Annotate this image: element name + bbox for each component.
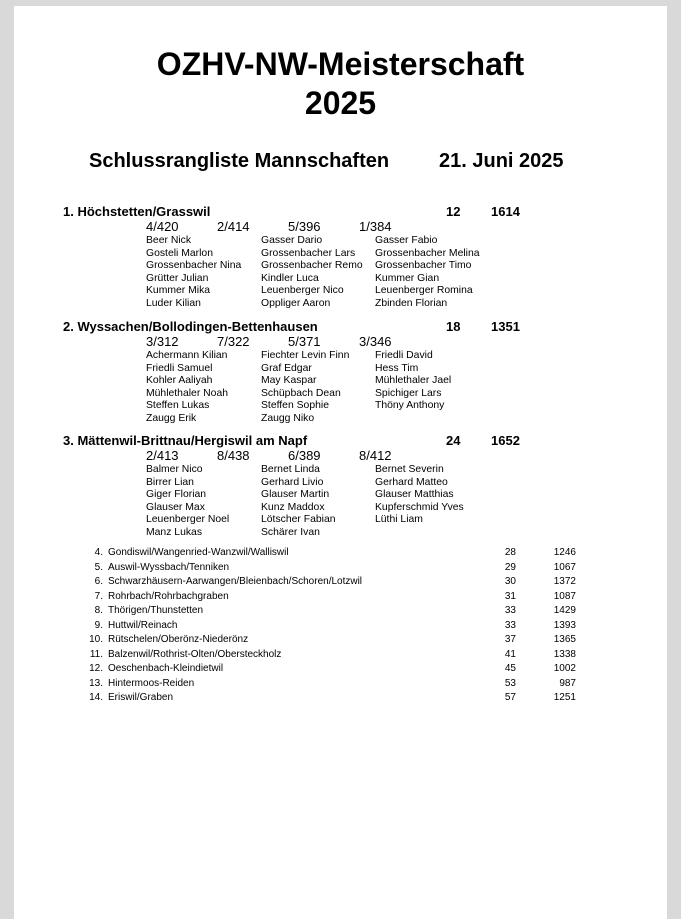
rank-number: 11.	[89, 648, 103, 660]
member-name: Mühlethaler Noah	[146, 387, 229, 399]
team-heading: 3. Mättenwil-Brittnau/Hergiswil am Napf	[63, 433, 308, 448]
member-name: Leuenberger Nico	[261, 285, 344, 297]
member-name: Thöny Anthony	[375, 400, 445, 412]
ranking-row	[0, 648, 681, 663]
team-score: 1393	[553, 619, 576, 631]
member-name: Grossenbacher Remo	[261, 260, 363, 272]
group-result: 8/438	[217, 448, 250, 463]
member-name: Zaugg Niko	[261, 413, 315, 424]
team-name: Thörigen/Thunstetten	[108, 605, 204, 616]
team-points: 31	[504, 590, 516, 602]
group-result: 3/346	[359, 334, 392, 349]
group-result: 8/412	[359, 448, 392, 463]
rank-number: 14.	[89, 692, 103, 703]
team-score: 1067	[553, 561, 576, 573]
group-result: 7/322	[217, 334, 250, 349]
team-points: 12	[446, 204, 461, 219]
group-result: 3/312	[146, 334, 179, 349]
team-points: 28	[504, 547, 516, 558]
team-name: Auswil-Wyssbach/Tenniken	[108, 561, 230, 573]
member-name: Gosteli Marlon	[146, 247, 213, 259]
rank-number: 6.	[94, 576, 103, 587]
team-name: Hintermoos-Reiden	[108, 677, 195, 689]
member-name: Lüthi Liam	[375, 514, 423, 526]
member-name: Graf Edgar	[261, 362, 312, 374]
team-score: 1652	[491, 433, 520, 448]
ranking-row	[0, 604, 681, 619]
team-points: 29	[504, 561, 516, 573]
rank-number: 5.	[94, 561, 103, 573]
group-result: 2/414	[217, 219, 250, 234]
team-name: Gondiswil/Wangenried-Wanzwil/Walliswil	[108, 547, 289, 558]
member-name: Gasser Dario	[261, 235, 323, 246]
member-name: Glauser Martin	[261, 489, 330, 501]
member-name: Lötscher Fabian	[261, 514, 336, 526]
document-page	[14, 6, 667, 919]
member-name: Birrer Lian	[146, 476, 194, 488]
team-score: 1246	[553, 547, 576, 558]
member-name: Kummer Mika	[146, 285, 211, 297]
document-title: OZHV-NW-Meisterschaft	[156, 46, 525, 82]
member-name: Grossenbacher Nina	[146, 260, 242, 272]
rank-number: 4.	[94, 547, 103, 558]
member-name: Glauser Matthias	[375, 489, 454, 501]
member-name: Gerhard Matteo	[375, 476, 448, 488]
team-name: Huttwil/Reinach	[108, 619, 178, 631]
team-points: 41	[504, 648, 516, 660]
team-name: Schwarzhäusern-Aarwangen/Bleienbach/Schoren/Lotzwil	[108, 576, 363, 587]
team-points: 45	[504, 663, 516, 674]
rank-number: 13.	[89, 677, 103, 689]
group-result: 2/413	[146, 448, 179, 463]
ranking-subtitle: Schlussrangliste Mannschaften	[89, 150, 390, 172]
ranking-row	[0, 691, 681, 706]
rank-number: 12.	[89, 663, 103, 674]
ranking-row	[0, 590, 681, 605]
group-result: 4/420	[146, 219, 179, 234]
member-name: Leuenberger Noel	[146, 514, 230, 526]
member-name: Kunz Maddox	[261, 501, 325, 513]
member-name: Friedli David	[375, 350, 433, 361]
member-name: Grütter Julian	[146, 272, 209, 284]
member-name: Schüpbach Dean	[261, 387, 341, 399]
team-heading: 1. Höchstetten/Grasswil	[63, 204, 211, 219]
member-name: Spichiger Lars	[375, 387, 442, 399]
team-name: Oeschenbach-Kleindietwil	[108, 663, 224, 674]
member-name: Kummer Gian	[375, 272, 440, 284]
team-score: 1002	[553, 663, 576, 674]
team-points: 33	[504, 619, 516, 631]
member-name: Bernet Linda	[261, 464, 320, 475]
ranking-row	[0, 662, 681, 677]
group-result: 5/396	[288, 219, 321, 234]
member-name: Fiechter Levin Finn	[261, 350, 350, 361]
team-score: 1087	[553, 590, 576, 602]
member-name: May Kaspar	[261, 375, 317, 387]
member-name: Kindler Luca	[261, 272, 319, 284]
team-points: 53	[504, 677, 516, 689]
rank-number: 8.	[94, 605, 103, 616]
ranking-row	[0, 561, 681, 576]
member-name: Hess Tim	[375, 362, 419, 374]
member-name: Friedli Samuel	[146, 362, 213, 374]
ranking-row	[0, 619, 681, 634]
team-points: 18	[446, 319, 461, 334]
member-name: Kohler Aaliyah	[146, 375, 213, 387]
member-name: Balmer Nico	[146, 464, 203, 475]
team-name: Rütschelen/Oberönz-Niederönz	[108, 634, 249, 645]
member-name: Steffen Lukas	[146, 400, 210, 412]
member-name: Gasser Fabio	[375, 235, 438, 246]
member-name: Glauser Max	[146, 501, 205, 513]
team-heading: 2. Wyssachen/Bollodingen-Bettenhausen	[63, 319, 318, 334]
team-points: 33	[504, 605, 516, 616]
member-name: Manz Lukas	[146, 527, 203, 538]
team-points: 30	[504, 576, 516, 587]
member-name: Mühlethaler Jael	[375, 375, 452, 387]
ranking-row	[0, 633, 681, 648]
member-name: Schärer Ivan	[261, 527, 320, 538]
team-score: 1251	[553, 692, 576, 703]
team-points: 24	[446, 433, 461, 448]
member-name: Grossenbacher Timo	[375, 260, 472, 272]
ranking-row	[0, 575, 681, 590]
member-name: Grossenbacher Melina	[375, 247, 480, 259]
team-score: 1338	[553, 648, 576, 660]
team-points: 57	[504, 692, 516, 703]
group-result: 1/384	[359, 219, 392, 234]
member-name: Zbinden Florian	[375, 298, 448, 309]
member-name: Gerhard Livio	[261, 476, 324, 488]
member-name: Luder Kilian	[146, 298, 201, 309]
member-name: Giger Florian	[146, 489, 207, 501]
team-score: 1351	[491, 319, 520, 334]
member-name: Oppliger Aaron	[261, 298, 331, 309]
member-name: Kupferschmid Yves	[375, 501, 464, 513]
member-name: Leuenberger Romina	[375, 285, 473, 297]
rank-number: 10.	[89, 634, 103, 645]
member-name: Beer Nick	[146, 235, 192, 246]
team-score: 1372	[553, 576, 576, 587]
team-score: 987	[559, 677, 576, 689]
ranking-row	[0, 677, 681, 692]
rank-number: 7.	[94, 590, 103, 602]
ranking-row	[0, 546, 681, 561]
team-score: 1429	[553, 605, 576, 616]
team-score: 1614	[491, 204, 520, 219]
member-name: Bernet Severin	[375, 464, 444, 475]
team-name: Balzenwil/Rothrist-Olten/Obersteckholz	[108, 648, 282, 660]
event-date: 21. Juni 2025	[439, 150, 564, 172]
group-result: 6/389	[288, 448, 321, 463]
team-name: Rohrbach/Rohrbachgraben	[108, 590, 229, 602]
document-year: 2025	[304, 85, 377, 121]
member-name: Achermann Kilian	[146, 350, 228, 361]
group-result: 5/371	[288, 334, 321, 349]
team-score: 1365	[553, 634, 576, 645]
team-points: 37	[504, 634, 516, 645]
member-name: Grossenbacher Lars	[261, 247, 356, 259]
team-name: Eriswil/Graben	[108, 692, 174, 703]
member-name: Steffen Sophie	[261, 400, 329, 412]
rank-number: 9.	[94, 619, 103, 631]
member-name: Zaugg Erik	[146, 413, 197, 424]
